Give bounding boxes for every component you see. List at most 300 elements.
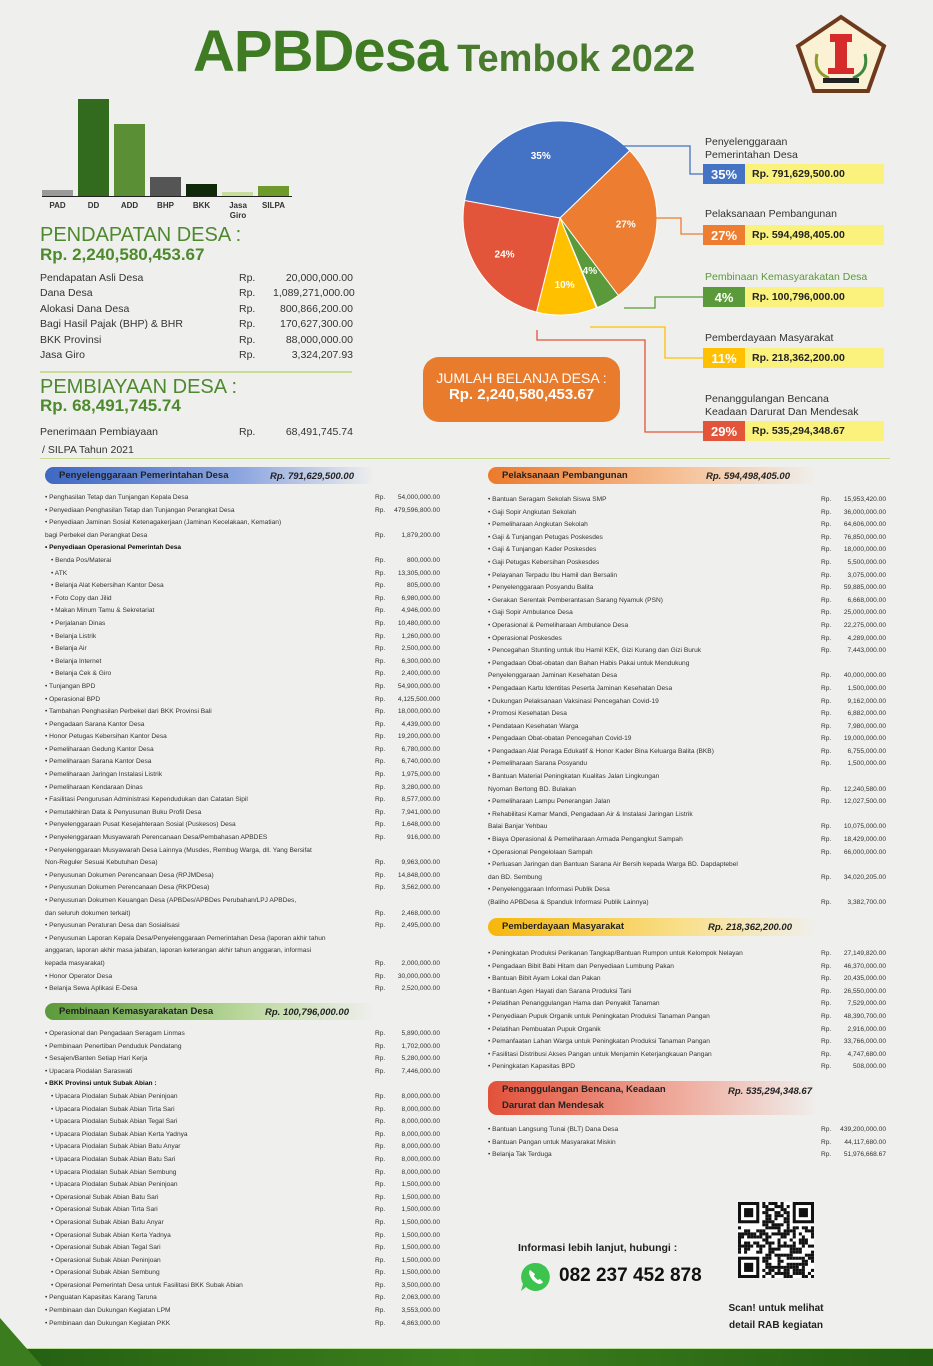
item-value: 25,000,000.00	[843, 609, 886, 617]
phone-number[interactable]: 082 237 452 878	[559, 1265, 702, 1286]
currency: Rp.	[375, 1193, 386, 1201]
list-item	[45, 643, 440, 656]
section-title: Pelaksanaan Pembangunan	[502, 469, 628, 481]
item-value: 15,953,420.00	[843, 496, 886, 503]
item-text: • Operasional Subak Abian Peninjoan	[45, 1255, 375, 1268]
item-text: • Gaji Sopir Ambulance Desa	[488, 607, 821, 620]
item-value: 9,162,000.00	[847, 697, 886, 705]
item-value: 7,529,000.00	[847, 1000, 886, 1008]
currency: Rp.	[821, 1138, 832, 1146]
list-item	[45, 505, 440, 518]
pembiayaan-heading: PEMBIAYAAN DESA :	[40, 376, 238, 398]
item-value: 2,000,000.00	[401, 959, 440, 967]
list-item	[45, 1091, 440, 1104]
item-value: 27,149,820.00	[843, 950, 886, 957]
item-text: • Tunjangan BPD	[45, 681, 375, 694]
total-spending-box: JUMLAH BELANJA DESA : Rp. 2,240,580,453.67	[423, 357, 620, 422]
legend-percent: 29%	[703, 421, 745, 441]
currency: Rp.	[821, 1000, 832, 1008]
list-item	[45, 744, 440, 757]
list-item	[488, 834, 886, 847]
item-value: 54,000,000.00	[397, 494, 440, 501]
income-value: 170,627,300.00	[280, 318, 353, 331]
item-text: • Pemutakhiran Data & Penyusunan Buku Profil Desa	[45, 807, 375, 820]
item-value: 8,000,000.00	[401, 1092, 440, 1100]
item-text: • Belanja Air	[45, 643, 375, 656]
section-list	[45, 492, 440, 996]
currency: Rp.	[821, 848, 832, 856]
income-name: Alokasi Dana Desa	[40, 302, 130, 315]
currency: Rp.	[821, 950, 832, 957]
item-value: 20,435,000.00	[843, 975, 886, 983]
currency: Rp.	[239, 349, 256, 362]
currency: Rp.	[375, 1319, 386, 1327]
bar-label: ADD	[120, 201, 139, 210]
currency: Rp.	[821, 710, 832, 718]
item-text: • Pelayanan Terpadu Ibu Hamil dan Bersalin	[488, 570, 821, 583]
currency: Rp.	[375, 1206, 386, 1214]
item-text: • Gaji Petugas Kebersihan Poskesdes	[488, 557, 821, 570]
item-value: 8,577,000.00	[401, 796, 440, 804]
currency: Rp.	[821, 962, 832, 970]
item-text: • Belanja Tak Terduga	[488, 1149, 821, 1162]
item-text: • Gerakan Serentak Pemberantasan Sarang Nyamuk (PSN)	[488, 595, 821, 608]
item-value: 1,500,000.00	[401, 1231, 440, 1239]
list-item	[45, 1028, 440, 1041]
item-value: 1,500,000.00	[401, 1218, 440, 1226]
divider	[40, 458, 890, 459]
item-value: 1,500,000.00	[401, 1256, 440, 1264]
section-title: Pembinaan Kemasyarakatan Desa	[59, 1005, 214, 1017]
item-text: • Pengadaan Obat-obatan dan Bahan Habis Pakai untuk Mendukung Penyelenggaraan Jaminan Kesehatan Desa	[488, 658, 821, 683]
item-text: • Operasional Pengelolaan Sampah	[488, 847, 821, 860]
list-item	[488, 1137, 886, 1150]
item-value: 18,000,000.00	[397, 708, 440, 716]
item-text: • Benda Pos/Materai	[45, 555, 375, 568]
item-value: 3,562,000.00	[401, 884, 440, 892]
list-item	[488, 859, 886, 884]
item-value: 1,500,000.00	[401, 1193, 440, 1201]
item-text: • Operasional & Pemeliharaan Ambulance Desa	[488, 620, 821, 633]
item-text: • Bantuan Material Peningkatan Kualitas Jalan Lingkungan Nyoman Bertong BD. Bulakan	[488, 771, 821, 796]
item-text: • Penyediaan Pupuk Organik untuk Peningkatan Produksi Tanaman Pangan	[488, 1011, 821, 1024]
item-value: 8,000,000.00	[401, 1155, 440, 1163]
item-text: • Penyelenggaraan Informasi Publik Desa (Baliho APBDesa & Spanduk Informasi Publik Lainnya)	[488, 884, 821, 909]
currency: Rp.	[375, 1307, 386, 1315]
income-value: 20,000,000.00	[285, 271, 353, 284]
list-item	[45, 1053, 440, 1066]
currency: Rp.	[821, 760, 832, 768]
list-item	[488, 507, 886, 520]
currency: Rp.	[375, 1281, 386, 1289]
leader-line-orange	[655, 218, 703, 234]
item-text: • Upacara Piodalan Subak Abian Peninjoan	[45, 1179, 375, 1192]
item-text: • Pelatihan Pembuatan Pupuk Organik	[488, 1024, 821, 1037]
income-name: Dana Desa	[40, 287, 93, 300]
item-text: • Belanja Sewa Aplikasi E-Desa	[45, 983, 375, 996]
item-value: 2,495,000.00	[401, 922, 440, 930]
item-text: • Makan Minum Tamu & Sekretariat	[45, 605, 375, 618]
pie-slice-label: 27%	[615, 219, 636, 231]
currency: Rp.	[821, 836, 832, 844]
leader-line-yellow	[590, 327, 703, 358]
item-value: 12,240,580.00	[843, 785, 886, 793]
list-item	[45, 870, 440, 883]
item-text: • Gaji & Tunjangan Kader Poskesdes	[488, 544, 821, 557]
item-text: • Gaji & Tunjangan Petugas Poskesdes	[488, 532, 821, 545]
currency: Rp.	[375, 1155, 386, 1163]
list-item	[488, 961, 886, 974]
item-value: 13,305,000.00	[397, 569, 440, 577]
qr-code[interactable]	[738, 1202, 814, 1278]
currency: Rp.	[375, 531, 386, 539]
currency: Rp.	[821, 672, 832, 680]
item-text: • Upacara Piodalan Subak Abian Batu Sari	[45, 1154, 375, 1167]
footer-corner	[0, 1318, 42, 1366]
list-item	[45, 631, 440, 644]
item-value: 46,370,000.00	[843, 962, 886, 970]
list-item	[45, 1192, 440, 1205]
item-text: • Penyusunan Peraturan Desa dan Sosialisasi	[45, 920, 375, 933]
income-value: 3,324,207.93	[291, 349, 353, 362]
item-value: 7,941,000.00	[401, 808, 440, 816]
item-text: • Upacara Piodalan Subak Abian Tegal Sari	[45, 1116, 375, 1129]
currency: Rp.	[375, 594, 386, 602]
list-item	[45, 731, 440, 744]
list-item	[45, 1280, 440, 1293]
list-item	[45, 542, 440, 555]
item-value: 6,300,000.00	[401, 657, 440, 665]
item-value: 4,289,000.00	[847, 634, 886, 642]
item-text: • Peningkatan Produksi Perikanan Tangkap/Bantuan Rumpon untuk Kelompok Nelayan	[488, 948, 821, 961]
currency: Rp.	[375, 834, 386, 842]
item-value: 12,027,500.00	[843, 798, 886, 806]
legend-label: Penanggulangan Bencana Keadaan Darurat Dan Mendesak	[705, 393, 859, 418]
currency: Rp.	[375, 1244, 386, 1252]
item-text: • Pemeliharaan Angkutan Sekolah	[488, 519, 821, 532]
list-item	[45, 593, 440, 606]
section-header	[488, 467, 818, 484]
currency: Rp.	[239, 271, 256, 284]
item-value: 34,020,205.00	[843, 873, 886, 881]
list-item	[488, 658, 886, 683]
item-value: 1,500,000.00	[401, 1206, 440, 1214]
section-total: Rp. 594,498,405.00	[706, 471, 790, 482]
item-text: • Honor Operator Desa	[45, 971, 375, 984]
list-item	[45, 555, 440, 568]
currency: Rp.	[821, 722, 832, 730]
item-value: 5,500,000.00	[847, 558, 886, 566]
item-text: • Pendataan Kesehatan Warga	[488, 721, 821, 734]
item-value: 8,000,000.00	[401, 1143, 440, 1151]
item-text: • Pemanfaatan Lahan Warga untuk Peningkatan Produksi Tanaman Pangan	[488, 1036, 821, 1049]
item-text: • Belanja Listrik	[45, 631, 375, 644]
item-text: • Penyusunan Dokumen Perencanaan Desa (RKPDesa)	[45, 882, 375, 895]
item-text: • Upacara Piodalan Subak Abian Kerta Yadnya	[45, 1129, 375, 1142]
bar-label: BKK	[192, 201, 211, 210]
list-item	[45, 807, 440, 820]
currency: Rp.	[375, 1181, 386, 1189]
currency: Rp.	[821, 521, 832, 529]
currency: Rp.	[821, 508, 832, 516]
item-value: 3,553,000.00	[401, 1307, 440, 1315]
item-text: • Pemeliharaan Jaringan Instalasi Listrik	[45, 769, 375, 782]
currency: Rp.	[375, 1143, 386, 1151]
list-item	[45, 1267, 440, 1280]
item-text: • Pemeliharaan Sarana Kantor Desa	[45, 756, 375, 769]
currency: Rp.	[821, 1126, 832, 1133]
list-item	[488, 746, 886, 759]
list-item	[45, 1141, 440, 1154]
item-text: • Penyelenggaraan Musyawarah Perencanaan Desa/Pembahasan APBDES	[45, 832, 375, 845]
whatsapp-icon[interactable]	[519, 1261, 551, 1298]
currency: Rp.	[821, 987, 832, 995]
item-value: 64,606,000.00	[843, 521, 886, 529]
item-value: 479,596,800.00	[394, 506, 440, 514]
currency: Rp.	[821, 609, 832, 617]
income-name: Bagi Hasil Pajak (BHP) & BHR	[40, 318, 183, 331]
list-item	[45, 1305, 440, 1318]
list-item	[488, 696, 886, 709]
item-text: • Operasional Poskesdes	[488, 633, 821, 646]
item-value: 19,000,000.00	[843, 735, 886, 743]
item-text: • Pengadaan Sarana Kantor Desa	[45, 719, 375, 732]
item-value: 1,975,000.00	[401, 771, 440, 779]
pie-slice-label: 35%	[530, 150, 551, 162]
item-value: 48,390,700.00	[843, 1012, 886, 1020]
pembiayaan-item-note: / SILPA Tahun 2021	[42, 443, 134, 456]
item-text: • Operasional Subak Abian Tirta Sari	[45, 1204, 375, 1217]
item-text: • Penyelenggaraan Posyandu Balita	[488, 582, 821, 595]
list-item	[45, 882, 440, 895]
currency: Rp.	[375, 682, 386, 690]
item-text: • Operasional BPD	[45, 694, 375, 707]
list-item	[45, 794, 440, 807]
bar-label: BHP	[157, 201, 174, 210]
page-title: APBDesa Tembok 2022	[193, 19, 696, 84]
item-text: • Penyusunan Dokumen Perencanaan Desa (RPJMDesa)	[45, 870, 375, 883]
item-value: 3,500,000.00	[401, 1281, 440, 1289]
item-value: 439,200,000.00	[840, 1126, 886, 1133]
item-value: 2,916,000.00	[847, 1025, 886, 1033]
item-value: 8,000,000.00	[401, 1105, 440, 1113]
currency: Rp.	[375, 771, 386, 779]
item-text: • Operasional Subak Abian Tegal Sari	[45, 1242, 375, 1255]
legend-label: Penyelenggaraan Pemerintahan Desa	[705, 136, 798, 161]
item-value: 7,443,000.00	[847, 647, 886, 655]
list-item	[45, 895, 440, 920]
section-list	[488, 1124, 886, 1162]
income-name: Jasa Giro	[40, 349, 85, 362]
list-item	[45, 782, 440, 795]
list-item	[45, 618, 440, 631]
item-text: • Pengadaan Bibit Babi Hitam dan Penyediaan Lumbung Pakan	[488, 961, 821, 974]
item-value: 33,766,000.00	[843, 1038, 886, 1046]
currency: Rp.	[375, 1092, 386, 1100]
list-item	[488, 847, 886, 860]
list-item	[45, 1116, 440, 1129]
bar-label: DD	[87, 201, 100, 210]
item-value: 2,520,000.00	[401, 985, 440, 993]
item-text: • Operasional Subak Abian Kerta Yadnya	[45, 1230, 375, 1243]
item-text: • Bantuan Agen Hayati dan Sarana Produksi Tani	[488, 986, 821, 999]
item-text: • Rehabilitasi Kamar Mandi, Pengadaan Air & Instalasi Jaringan Listrik Balai Banjar Yehbau	[488, 809, 821, 834]
item-value: 19,200,000.00	[397, 733, 440, 741]
currency: Rp.	[375, 494, 386, 501]
currency: Rp.	[821, 1151, 832, 1159]
list-item	[488, 532, 886, 545]
item-text: • Fasilitasi Pengurusan Administrasi Kependudukan dan Catatan Sipil	[45, 794, 375, 807]
currency: Rp.	[821, 584, 832, 592]
currency: Rp.	[375, 959, 386, 967]
item-value: 4,125,500.000	[397, 695, 440, 703]
list-item	[488, 683, 886, 696]
pie-slice-label: 4%	[582, 266, 598, 278]
list-item	[45, 1230, 440, 1243]
item-text: • Peningkatan Kapasitas BPD	[488, 1061, 821, 1074]
list-item	[45, 1242, 440, 1255]
currency: Rp.	[375, 985, 386, 993]
list-item	[488, 758, 886, 771]
item-text: • Dukungan Pelaksanaan Vaksinasi Pencegahan Covid-19	[488, 696, 821, 709]
list-item	[488, 519, 886, 532]
currency: Rp.	[239, 333, 256, 346]
list-item	[45, 605, 440, 618]
currency: Rp.	[375, 796, 386, 804]
currency: Rp.	[821, 1025, 832, 1033]
legend-percent: 35%	[703, 164, 745, 184]
list-item	[488, 1036, 886, 1049]
list-item	[45, 719, 440, 732]
section-list	[45, 1028, 440, 1330]
item-value: 1,260,000.00	[401, 632, 440, 640]
item-text: • Upacara Piodalan Subak Abian Sembung	[45, 1167, 375, 1180]
income-name: BKK Provinsi	[40, 333, 102, 346]
list-item	[488, 809, 886, 834]
item-text: • Operasional Subak Abian Batu Sari	[45, 1192, 375, 1205]
list-item	[488, 796, 886, 809]
list-item	[45, 920, 440, 933]
list-item	[488, 1049, 886, 1062]
list-item	[45, 681, 440, 694]
section-total: Rp. 100,796,000.00	[265, 1007, 349, 1018]
currency: Rp.	[239, 302, 256, 315]
list-item	[488, 884, 886, 909]
item-value: 10,075,000.00	[843, 823, 886, 831]
item-text: • Pemeliharaan Kendaraan Dinas	[45, 782, 375, 795]
item-value: 51,976,668.67	[843, 1151, 886, 1159]
currency: Rp.	[821, 546, 832, 554]
list-item	[488, 721, 886, 734]
currency: Rp.	[375, 884, 386, 892]
item-value: 1,702,000.00	[401, 1042, 440, 1050]
currency: Rp.	[821, 823, 832, 831]
item-text: • Penyusunan Laporan Kepala Desa/Penyelenggaraan Pemerintahan Desa (laporan akhir tahun anggaran, laporan akhir masa jabatan, laporan keterangan akhir tahun anggaran, informasi kepada masyarakat)	[45, 933, 375, 971]
currency: Rp.	[821, 697, 832, 705]
list-item	[45, 769, 440, 782]
item-text: • Upacara Piodalan Subak Abian Peninjoan	[45, 1091, 375, 1104]
legend-amount: Rp. 100,796,000.00	[745, 287, 884, 307]
item-value: 6,882,000.00	[847, 710, 886, 718]
item-text: • Operasional Subak Abian Sembung	[45, 1267, 375, 1280]
pie-slice-label: 10%	[554, 279, 575, 291]
item-value: 59,885,000.00	[843, 584, 886, 592]
item-text: • Pencegahan Stunting untuk Ibu Hamil KEK, Gizi Kurang dan Gizi Buruk	[488, 645, 821, 658]
list-item	[45, 1255, 440, 1268]
section-header	[45, 467, 375, 484]
item-text: • Pengadaan Kartu Identitas Peserta Jaminan Kesehatan Desa	[488, 683, 821, 696]
item-value: 6,980,000.00	[401, 594, 440, 602]
bar-label: PAD	[49, 201, 66, 210]
currency: Rp.	[375, 607, 386, 615]
item-value: 44,117,680.00	[844, 1138, 886, 1146]
item-value: 66,000,000.00	[843, 848, 886, 856]
item-text: • Foto Copy dan Jilid	[45, 593, 375, 606]
list-item	[488, 1124, 886, 1137]
list-item	[45, 971, 440, 984]
item-value: 4,747,680.00	[847, 1050, 886, 1058]
pembiayaan-item: Penerimaan Pembiayaan Rp. 68,491,745.74	[40, 425, 353, 438]
list-item	[488, 557, 886, 570]
list-item	[488, 595, 886, 608]
item-text: • Penghasilan Tetap dan Tunjangan Kepala Desa	[45, 492, 375, 505]
item-text: • Pemeliharaan Gedung Kantor Desa	[45, 744, 375, 757]
list-item	[45, 1041, 440, 1054]
item-value: 30,000,000.00	[397, 972, 440, 980]
currency: Rp.	[821, 899, 832, 906]
list-item	[45, 1167, 440, 1180]
currency: Rp.	[375, 632, 386, 640]
list-item	[45, 933, 440, 971]
item-value: 2,063,000.00	[401, 1294, 440, 1302]
currency: Rp.	[375, 859, 386, 867]
item-value: 6,755,000.00	[847, 747, 886, 755]
currency: Rp.	[239, 287, 256, 300]
item-text: • ATK	[45, 568, 375, 581]
currency: Rp.	[375, 1030, 386, 1037]
legend-percent: 4%	[703, 287, 745, 307]
item-text: • Pembinaan Penertiban Penduduk Pendatang	[45, 1041, 375, 1054]
list-item	[488, 633, 886, 646]
section-list	[488, 948, 886, 1074]
currency: Rp.	[375, 909, 386, 917]
item-value: 6,780,000.00	[401, 745, 440, 753]
currency: Rp.	[375, 569, 386, 577]
section-header	[45, 1003, 375, 1020]
currency: Rp.	[375, 1168, 386, 1176]
currency: Rp.	[821, 1063, 832, 1071]
item-value: 508,000.00	[852, 1063, 886, 1071]
list-item	[45, 1066, 440, 1079]
item-text: • Operasional dan Pengadaan Seragam Linmas	[45, 1028, 375, 1041]
currency: Rp.	[375, 1130, 386, 1138]
section-title: Penyelenggaraan Pemerintahan Desa	[59, 469, 229, 481]
list-item	[45, 706, 440, 719]
item-value: 14,848,000.00	[397, 871, 440, 879]
list-item	[45, 1078, 440, 1091]
currency: Rp.	[375, 645, 386, 653]
pendapatan-total: Rp. 2,240,580,453.67	[40, 245, 205, 264]
currency: Rp.	[239, 318, 256, 331]
item-value: 10,480,000.00	[397, 619, 440, 627]
item-text: • Pengadaan Obat-obatan Pencegahan Covid-19	[488, 733, 821, 746]
item-value: 22,275,000.00	[843, 621, 886, 629]
item-value: 1,500,000.00	[401, 1181, 440, 1189]
list-item	[45, 1129, 440, 1142]
section-header	[488, 918, 818, 936]
currency: Rp.	[821, 873, 832, 881]
item-value: 76,850,000.00	[843, 533, 886, 541]
